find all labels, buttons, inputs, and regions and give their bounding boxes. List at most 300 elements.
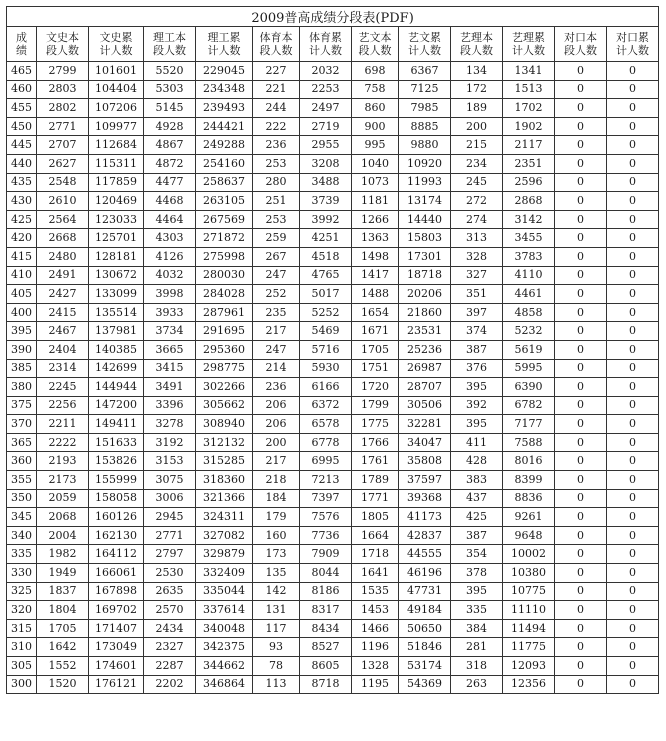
count-cell: 6372 [300, 396, 352, 415]
count-cell: 6782 [503, 396, 555, 415]
column-header-line: 计人数 [616, 44, 650, 57]
count-cell: 200 [253, 433, 300, 452]
score-cell: 445 [7, 136, 37, 155]
count-cell: 123033 [89, 210, 144, 229]
count-cell: 4461 [503, 285, 555, 304]
count-cell: 0 [607, 117, 659, 136]
count-cell: 244421 [196, 117, 253, 136]
column-header [37, 27, 89, 62]
score-cell: 440 [7, 154, 37, 173]
count-cell: 0 [607, 564, 659, 583]
count-cell: 0 [607, 322, 659, 341]
count-cell: 39368 [399, 489, 451, 508]
count-cell: 20206 [399, 285, 451, 304]
count-cell: 2627 [37, 154, 89, 173]
count-cell: 0 [607, 675, 659, 694]
table-row [7, 340, 659, 359]
count-cell: 1073 [352, 173, 399, 192]
count-cell: 1417 [352, 266, 399, 285]
count-cell: 142 [253, 582, 300, 601]
column-header-line: 艺理累 [512, 31, 545, 44]
column-header-line: 理工累 [207, 31, 241, 44]
count-cell: 236 [253, 378, 300, 397]
count-cell: 0 [607, 601, 659, 620]
count-cell: 184 [253, 489, 300, 508]
count-cell: 3455 [503, 229, 555, 248]
table-row [7, 452, 659, 471]
count-cell: 6778 [300, 433, 352, 452]
count-cell: 272 [451, 192, 503, 211]
count-cell: 2799 [37, 62, 89, 81]
column-header-line: 文史本 [46, 31, 79, 44]
count-cell: 2068 [37, 508, 89, 527]
count-cell: 6578 [300, 415, 352, 434]
count-cell: 354 [451, 545, 503, 564]
count-cell: 3396 [144, 396, 196, 415]
count-cell: 2868 [503, 192, 555, 211]
table-row [7, 285, 659, 304]
count-cell: 21860 [399, 303, 451, 322]
count-cell: 271872 [196, 229, 253, 248]
count-cell: 2351 [503, 154, 555, 173]
table-row [7, 173, 659, 192]
count-cell: 109977 [89, 117, 144, 136]
count-cell: 0 [555, 564, 607, 583]
count-cell: 158058 [89, 489, 144, 508]
count-cell: 244 [253, 99, 300, 118]
count-cell: 0 [555, 266, 607, 285]
count-cell: 164112 [89, 545, 144, 564]
count-cell: 0 [607, 80, 659, 99]
count-cell: 4477 [144, 173, 196, 192]
score-cell: 425 [7, 210, 37, 229]
column-header-line: 段人数 [564, 44, 597, 57]
count-cell: 0 [555, 210, 607, 229]
count-cell: 1761 [352, 452, 399, 471]
count-cell: 302266 [196, 378, 253, 397]
count-cell: 3142 [503, 210, 555, 229]
count-cell: 6166 [300, 378, 352, 397]
count-cell: 376 [451, 359, 503, 378]
column-header [399, 27, 451, 62]
count-cell: 54369 [399, 675, 451, 694]
count-cell: 113 [253, 675, 300, 694]
count-cell: 247 [253, 266, 300, 285]
column-header-line: 艺文累 [408, 31, 441, 44]
count-cell: 428 [451, 452, 503, 471]
count-cell: 134 [451, 62, 503, 81]
count-cell: 0 [607, 433, 659, 452]
table-row [7, 247, 659, 266]
column-header-line: 段人数 [46, 44, 79, 57]
count-cell: 0 [555, 340, 607, 359]
count-cell: 7985 [399, 99, 451, 118]
count-cell: 0 [607, 136, 659, 155]
table-row [7, 266, 659, 285]
count-cell: 172 [451, 80, 503, 99]
table-row [7, 192, 659, 211]
column-header-line: 段人数 [153, 44, 186, 57]
table-row [7, 229, 659, 248]
score-cell: 420 [7, 229, 37, 248]
count-cell: 253 [253, 210, 300, 229]
count-cell: 1705 [352, 340, 399, 359]
count-cell: 2032 [300, 62, 352, 81]
count-cell: 7576 [300, 508, 352, 527]
count-cell: 3192 [144, 433, 196, 452]
count-cell: 0 [555, 526, 607, 545]
count-cell: 0 [555, 229, 607, 248]
count-cell: 253 [253, 154, 300, 173]
count-cell: 236 [253, 136, 300, 155]
score-cell: 315 [7, 619, 37, 638]
score-cell: 350 [7, 489, 37, 508]
column-header [352, 27, 399, 62]
table-row [7, 619, 659, 638]
count-cell: 318 [451, 657, 503, 676]
count-cell: 32281 [399, 415, 451, 434]
count-cell: 4126 [144, 247, 196, 266]
count-cell: 335 [451, 601, 503, 620]
count-cell: 214 [253, 359, 300, 378]
count-cell: 1949 [37, 564, 89, 583]
count-cell: 395 [451, 378, 503, 397]
count-cell: 1775 [352, 415, 399, 434]
count-cell: 0 [607, 396, 659, 415]
count-cell: 8885 [399, 117, 451, 136]
count-cell: 2497 [300, 99, 352, 118]
count-cell: 10920 [399, 154, 451, 173]
count-cell: 2193 [37, 452, 89, 471]
count-cell: 1195 [352, 675, 399, 694]
count-cell: 4867 [144, 136, 196, 155]
count-cell: 425 [451, 508, 503, 527]
count-cell: 1766 [352, 433, 399, 452]
column-header-line: 计人数 [408, 44, 441, 57]
count-cell: 8186 [300, 582, 352, 601]
count-cell: 7909 [300, 545, 352, 564]
count-cell: 335044 [196, 582, 253, 601]
count-cell: 12356 [503, 675, 555, 694]
table-row [7, 210, 659, 229]
table-row [7, 582, 659, 601]
count-cell: 9880 [399, 136, 451, 155]
count-cell: 128181 [89, 247, 144, 266]
count-cell: 35808 [399, 452, 451, 471]
count-cell: 7588 [503, 433, 555, 452]
count-cell: 4464 [144, 210, 196, 229]
count-cell: 2610 [37, 192, 89, 211]
count-cell: 2797 [144, 545, 196, 564]
count-cell: 7177 [503, 415, 555, 434]
count-cell: 0 [607, 99, 659, 118]
count-cell: 5252 [300, 303, 352, 322]
count-cell: 2530 [144, 564, 196, 583]
table-row [7, 303, 659, 322]
count-cell: 0 [607, 247, 659, 266]
count-cell: 3488 [300, 173, 352, 192]
count-cell: 1552 [37, 657, 89, 676]
count-cell: 0 [607, 545, 659, 564]
count-cell: 115311 [89, 154, 144, 173]
count-cell: 1466 [352, 619, 399, 638]
count-cell: 2245 [37, 378, 89, 397]
count-cell: 117859 [89, 173, 144, 192]
count-cell: 437 [451, 489, 503, 508]
count-cell: 318360 [196, 471, 253, 490]
count-cell: 3153 [144, 452, 196, 471]
count-cell: 0 [555, 545, 607, 564]
count-cell: 374 [451, 322, 503, 341]
table-row [7, 489, 659, 508]
column-header-line: 段人数 [358, 44, 392, 57]
count-cell: 1664 [352, 526, 399, 545]
count-cell: 247 [253, 340, 300, 359]
count-cell: 2256 [37, 396, 89, 415]
score-cell: 365 [7, 433, 37, 452]
score-distribution-sheet [6, 6, 658, 732]
count-cell: 235 [253, 303, 300, 322]
count-cell: 2707 [37, 136, 89, 155]
column-header-line: 艺理本 [460, 31, 493, 44]
count-cell: 0 [555, 489, 607, 508]
count-cell: 346864 [196, 675, 253, 694]
count-cell: 5469 [300, 322, 352, 341]
count-cell: 8434 [300, 619, 352, 638]
count-cell: 1641 [352, 564, 399, 583]
count-cell: 3665 [144, 340, 196, 359]
count-cell: 112684 [89, 136, 144, 155]
column-header-line: 段人数 [259, 44, 293, 57]
column-header [144, 27, 196, 62]
count-cell: 1671 [352, 322, 399, 341]
count-cell: 5619 [503, 340, 555, 359]
count-cell: 3075 [144, 471, 196, 490]
count-cell: 93 [253, 638, 300, 657]
count-cell: 104404 [89, 80, 144, 99]
score-cell: 400 [7, 303, 37, 322]
count-cell: 206 [253, 396, 300, 415]
count-cell: 217 [253, 452, 300, 471]
score-cell: 410 [7, 266, 37, 285]
column-header-line: 文史累 [99, 31, 133, 44]
count-cell: 5145 [144, 99, 196, 118]
count-cell: 329879 [196, 545, 253, 564]
count-cell: 860 [352, 99, 399, 118]
count-cell: 3278 [144, 415, 196, 434]
count-cell: 160 [253, 526, 300, 545]
count-cell: 189 [451, 99, 503, 118]
count-cell: 1902 [503, 117, 555, 136]
score-cell: 465 [7, 62, 37, 81]
count-cell: 1535 [352, 582, 399, 601]
count-cell: 10380 [503, 564, 555, 583]
count-cell: 0 [607, 173, 659, 192]
count-cell: 53174 [399, 657, 451, 676]
count-cell: 47731 [399, 582, 451, 601]
count-cell: 0 [607, 62, 659, 81]
count-cell: 8399 [503, 471, 555, 490]
count-cell: 7397 [300, 489, 352, 508]
count-cell: 173049 [89, 638, 144, 657]
count-cell: 2596 [503, 173, 555, 192]
count-cell: 117 [253, 619, 300, 638]
table-row [7, 396, 659, 415]
count-cell: 0 [607, 471, 659, 490]
column-header-line: 计人数 [512, 44, 545, 57]
score-cell: 450 [7, 117, 37, 136]
table-row [7, 80, 659, 99]
count-cell: 2173 [37, 471, 89, 490]
count-cell: 215 [451, 136, 503, 155]
count-cell: 1363 [352, 229, 399, 248]
count-cell: 321366 [196, 489, 253, 508]
count-cell: 0 [607, 154, 659, 173]
column-header-line: 体育累 [309, 31, 342, 44]
count-cell: 0 [555, 396, 607, 415]
count-cell: 5017 [300, 285, 352, 304]
count-cell: 5520 [144, 62, 196, 81]
table-row [7, 154, 659, 173]
count-cell: 11775 [503, 638, 555, 657]
count-cell: 342375 [196, 638, 253, 657]
count-cell: 4251 [300, 229, 352, 248]
count-cell: 0 [555, 80, 607, 99]
score-cell: 375 [7, 396, 37, 415]
count-cell: 280030 [196, 266, 253, 285]
count-cell: 173 [253, 545, 300, 564]
score-cell: 335 [7, 545, 37, 564]
count-cell: 1341 [503, 62, 555, 81]
count-cell: 222 [253, 117, 300, 136]
score-cell: 395 [7, 322, 37, 341]
count-cell: 0 [607, 378, 659, 397]
count-cell: 281 [451, 638, 503, 657]
count-cell: 2480 [37, 247, 89, 266]
count-cell: 1718 [352, 545, 399, 564]
count-cell: 3739 [300, 192, 352, 211]
count-cell: 2427 [37, 285, 89, 304]
count-cell: 171407 [89, 619, 144, 638]
count-cell: 2202 [144, 675, 196, 694]
count-cell: 10002 [503, 545, 555, 564]
count-cell: 1520 [37, 675, 89, 694]
count-cell: 284028 [196, 285, 253, 304]
count-cell: 2222 [37, 433, 89, 452]
count-cell: 2434 [144, 619, 196, 638]
table-row [7, 359, 659, 378]
count-cell: 263 [451, 675, 503, 694]
count-cell: 1789 [352, 471, 399, 490]
count-cell: 50650 [399, 619, 451, 638]
count-cell: 0 [607, 582, 659, 601]
column-header [607, 27, 659, 62]
count-cell: 327082 [196, 526, 253, 545]
count-cell: 167898 [89, 582, 144, 601]
count-cell: 3933 [144, 303, 196, 322]
score-cell: 390 [7, 340, 37, 359]
count-cell: 149411 [89, 415, 144, 434]
score-cell: 355 [7, 471, 37, 490]
count-cell: 995 [352, 136, 399, 155]
count-cell: 0 [555, 117, 607, 136]
count-cell: 135514 [89, 303, 144, 322]
table-row [7, 117, 659, 136]
count-cell: 1181 [352, 192, 399, 211]
count-cell: 0 [555, 378, 607, 397]
count-cell: 5232 [503, 322, 555, 341]
count-cell: 2945 [144, 508, 196, 527]
count-cell: 46196 [399, 564, 451, 583]
count-cell: 8527 [300, 638, 352, 657]
count-cell: 2117 [503, 136, 555, 155]
count-cell: 3491 [144, 378, 196, 397]
column-header-line: 体育本 [259, 31, 293, 44]
count-cell: 251 [253, 192, 300, 211]
count-cell: 8836 [503, 489, 555, 508]
count-cell: 384 [451, 619, 503, 638]
column-header-line: 计人数 [99, 44, 133, 57]
count-cell: 315285 [196, 452, 253, 471]
count-cell: 8016 [503, 452, 555, 471]
count-cell: 34047 [399, 433, 451, 452]
count-cell: 0 [555, 638, 607, 657]
count-cell: 0 [555, 675, 607, 694]
score-cell: 460 [7, 80, 37, 99]
count-cell: 0 [607, 229, 659, 248]
count-cell: 291695 [196, 322, 253, 341]
count-cell: 133099 [89, 285, 144, 304]
count-cell: 252 [253, 285, 300, 304]
count-cell: 51846 [399, 638, 451, 657]
count-cell: 3734 [144, 322, 196, 341]
count-cell: 0 [607, 303, 659, 322]
count-cell: 11494 [503, 619, 555, 638]
table-row [7, 508, 659, 527]
count-cell: 308940 [196, 415, 253, 434]
count-cell: 0 [607, 285, 659, 304]
count-cell: 130672 [89, 266, 144, 285]
count-cell: 14440 [399, 210, 451, 229]
score-cell: 300 [7, 675, 37, 694]
column-header [196, 27, 253, 62]
count-cell: 1488 [352, 285, 399, 304]
count-cell: 0 [607, 415, 659, 434]
count-cell: 0 [555, 322, 607, 341]
count-cell: 758 [352, 80, 399, 99]
count-cell: 2004 [37, 526, 89, 545]
column-header-row [7, 27, 659, 62]
count-cell: 3208 [300, 154, 352, 173]
count-cell: 1702 [503, 99, 555, 118]
count-cell: 4928 [144, 117, 196, 136]
table-row [7, 601, 659, 620]
count-cell: 312132 [196, 433, 253, 452]
count-cell: 0 [607, 210, 659, 229]
table-body [7, 62, 659, 694]
count-cell: 2668 [37, 229, 89, 248]
score-cell: 360 [7, 452, 37, 471]
column-header-line: 成 [16, 31, 27, 44]
count-cell: 0 [555, 471, 607, 490]
table-row [7, 322, 659, 341]
count-cell: 151633 [89, 433, 144, 452]
count-cell: 1654 [352, 303, 399, 322]
count-cell: 0 [555, 154, 607, 173]
score-cell: 455 [7, 99, 37, 118]
count-cell: 263105 [196, 192, 253, 211]
count-cell: 1705 [37, 619, 89, 638]
